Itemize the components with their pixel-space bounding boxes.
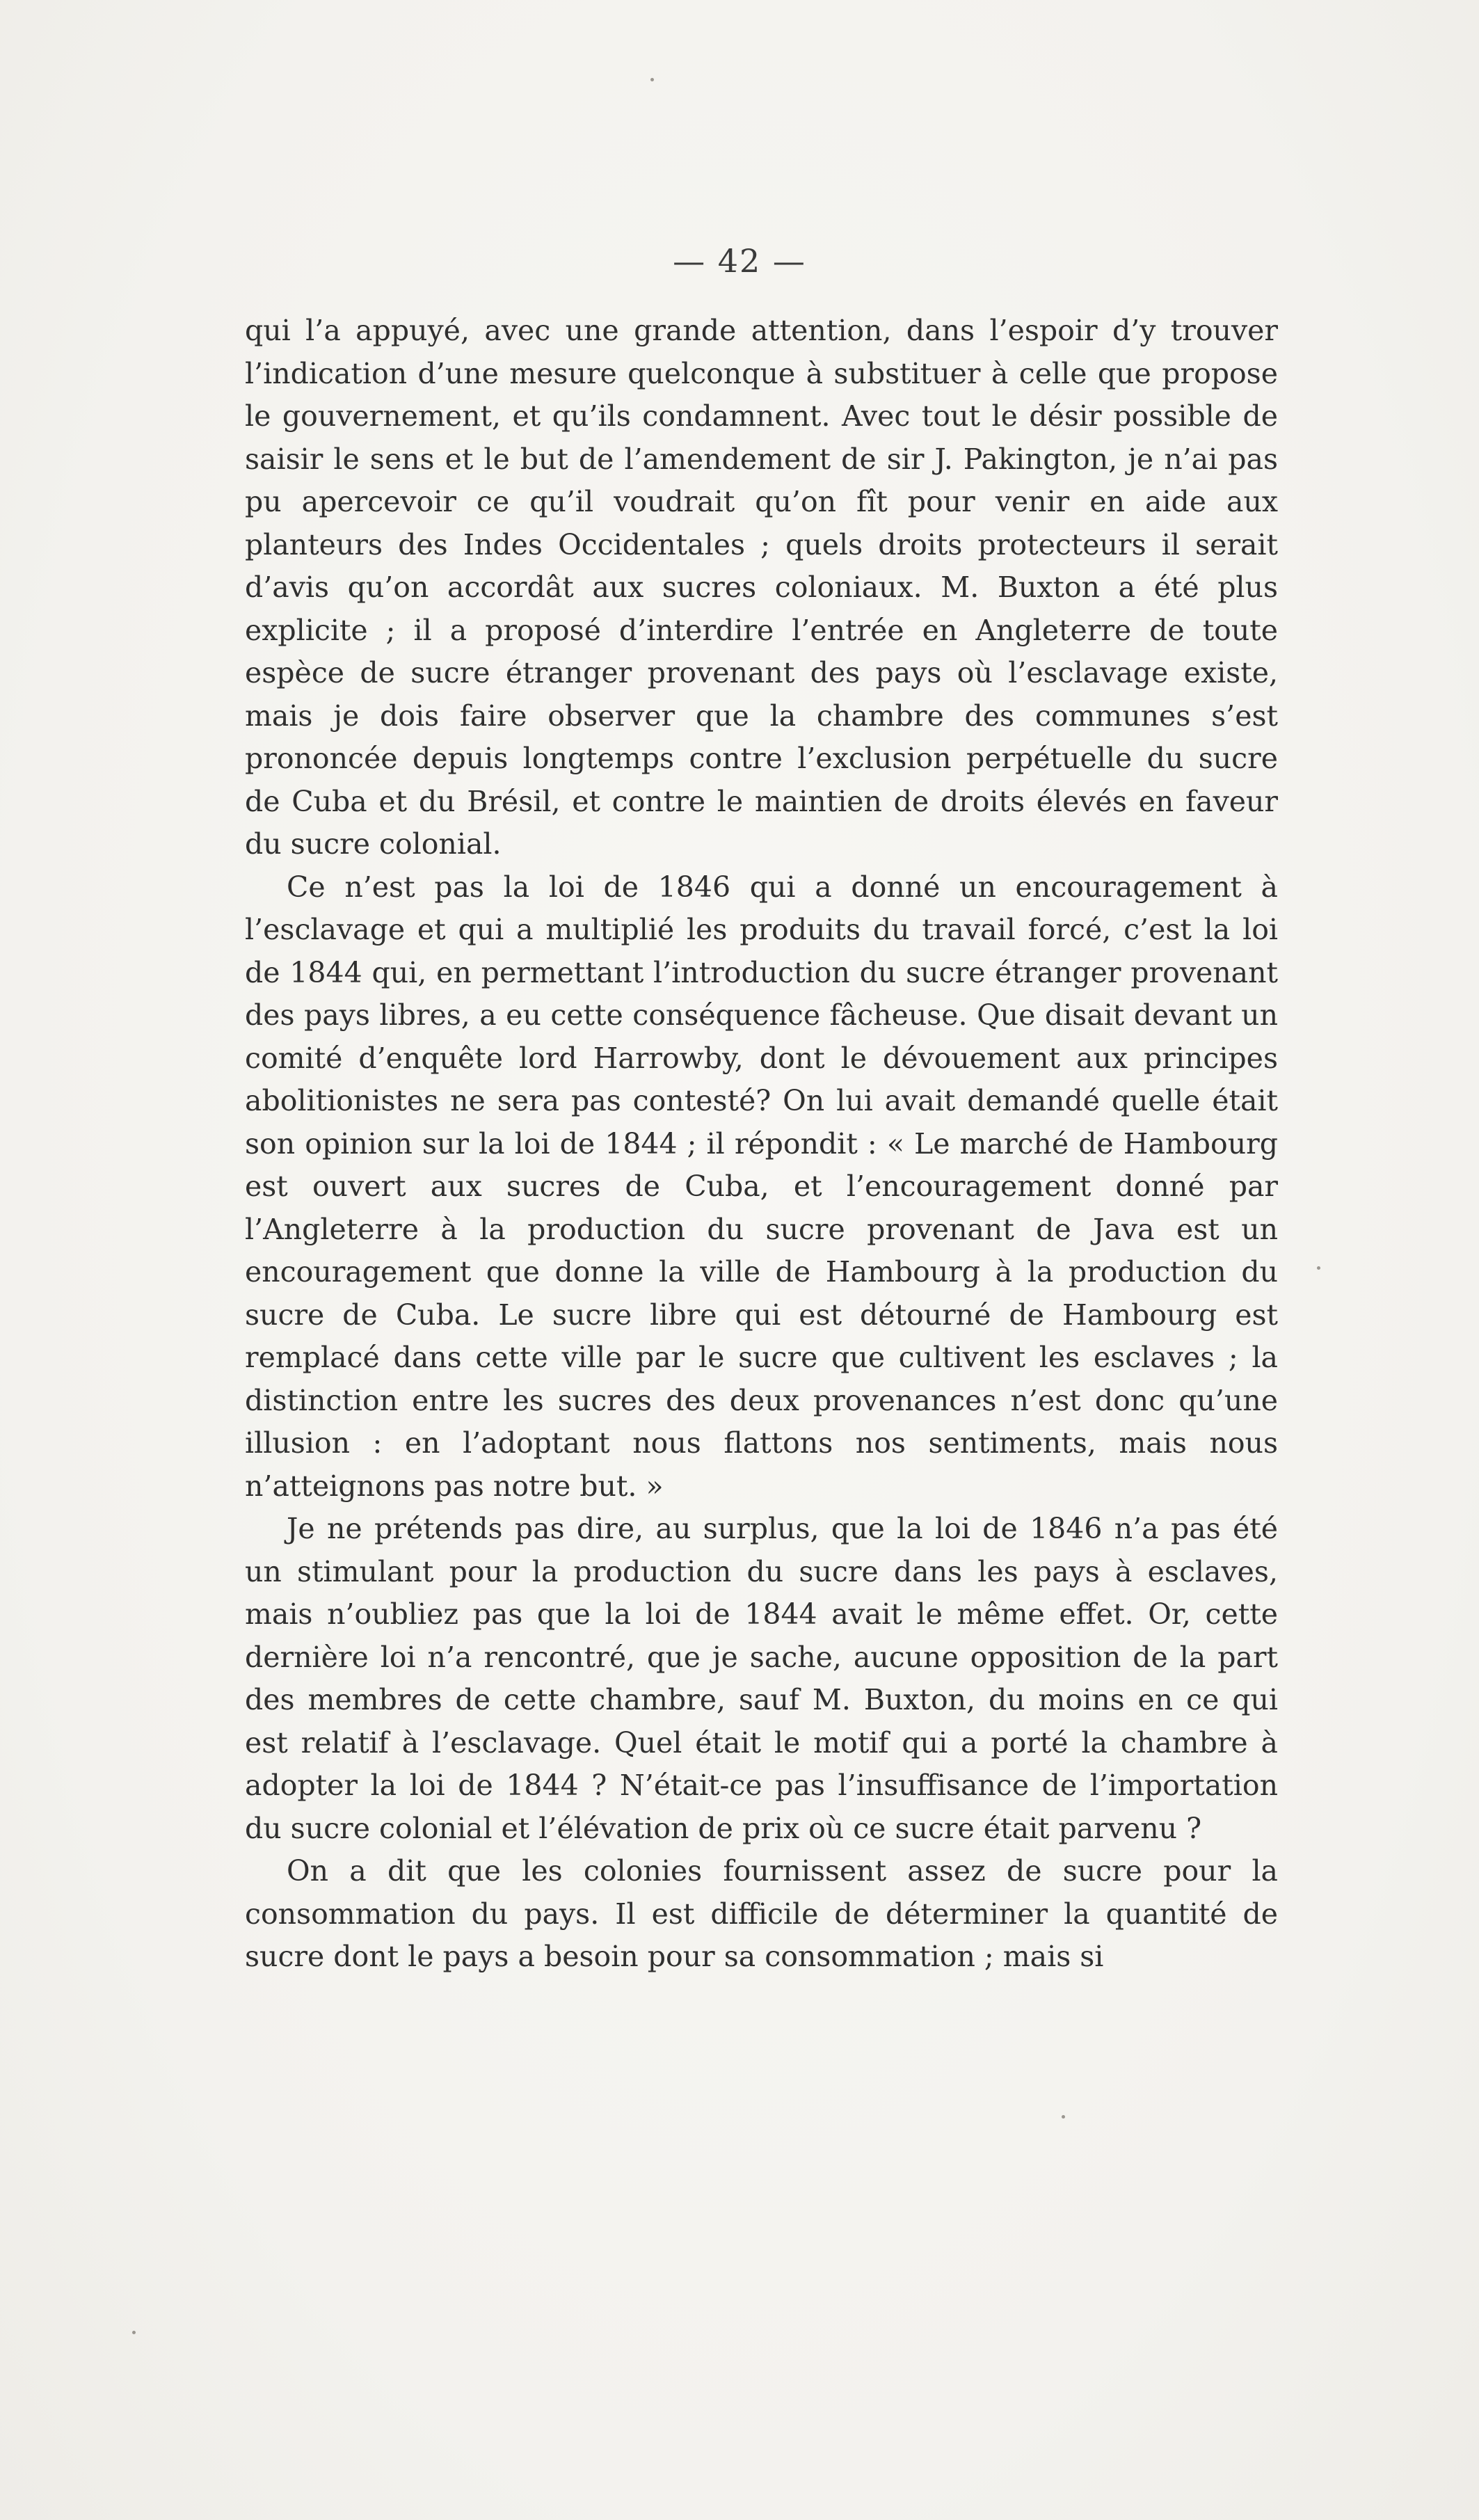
paragraph-4: On a dit que les colonies fournissent assez de sucre pour la consommation du pays. Il est difficile de déterminer la quantité de sucre dont le pays a besoin pour sa consommation ; mais si [245,1854,1278,1973]
paragraph-2: Ce n’est pas la loi de 1846 qui a donné un encouragement à l’esclavage et qui a multiplié les produits du travail forcé, c’est la loi de 1844 qui, en permettant l’introduction du sucre étranger provenant des pays libres, a eu cette conséquence fâcheuse. Que disait devant un comité d’enquête lord Harrowby, dont le dévouement aux principes abolitionistes ne sera pas contesté? On lui avait demandé quelle était son opinion sur la loi de 1844 ; il répondit : « Le marché de Hambourg est ouvert aux sucres de Cuba, et l’encouragement donné par l’Angleterre à la production du sucre provenant de Java est un encouragement que donne la ville de Hambourg à la production du sucre de Cuba. Le sucre libre qui est détourné de Hambourg est remplacé dans cette ville par le sucre que cultivent les esclaves ; la distinction entre les sucres des deux provenances n’est donc qu’une illusion : en l’adoptant nous flattons nos sentiments, mais nous n’atteignons pas notre but. » [245,870,1278,1503]
paper-speck [132,2331,136,2334]
paper-speck [1062,2115,1065,2119]
paragraph-1: qui l’a appuyé, avec une grande attention, dans l’espoir d’y trouver l’indication d’une mesure quelconque à substituer à celle que propose le gouvernement, et qu’ils condamnent. Avec tout le désir possible de saisir le sens et le but de l’amendement de sir J. Pakington, je n’ai pas pu apercevoir ce qu’il voudrait qu’on fît pour venir en aide aux planteurs des Indes Occidentales ; quels droits protecteurs il serait d’avis qu’on accordât aux sucres coloniaux. M. Buxton a été plus explicite ; il a proposé d’interdire l’entrée en Angleterre de toute espèce de sucre étranger provenant des pays où l’esclavage existe, mais je dois faire observer que la chambre des communes s’est prononcée depuis longtemps contre l’exclusion perpétuelle du sucre de Cuba et du Brésil, et contre le maintien de droits élevés en faveur du sucre colonial. [245,314,1278,861]
page-number: — 42 — [673,242,806,280]
body-text [245,310,1278,1979]
paper-speck [1317,1266,1320,1270]
paper-speck [650,78,654,81]
paragraph-3: Je ne prétends pas dire, au surplus, que la loi de 1846 n’a pas été un stimulant pour la production du sucre dans les pays à esclaves, mais n’oubliez pas que la loi de 1844 avait le même effet. Or, cette dernière loi n’a rencontré, que je sache, aucune opposition de la part des membres de cette chambre, sauf M. Buxton, du moins en ce qui est relatif à l’esclavage. Quel était le motif qui a porté la chambre à adopter la loi de 1844 ? N’était-ce pas l’insuffisance de l’importation du sucre colonial et l’élévation de prix où ce sucre était parvenu ? [245,1512,1278,1845]
